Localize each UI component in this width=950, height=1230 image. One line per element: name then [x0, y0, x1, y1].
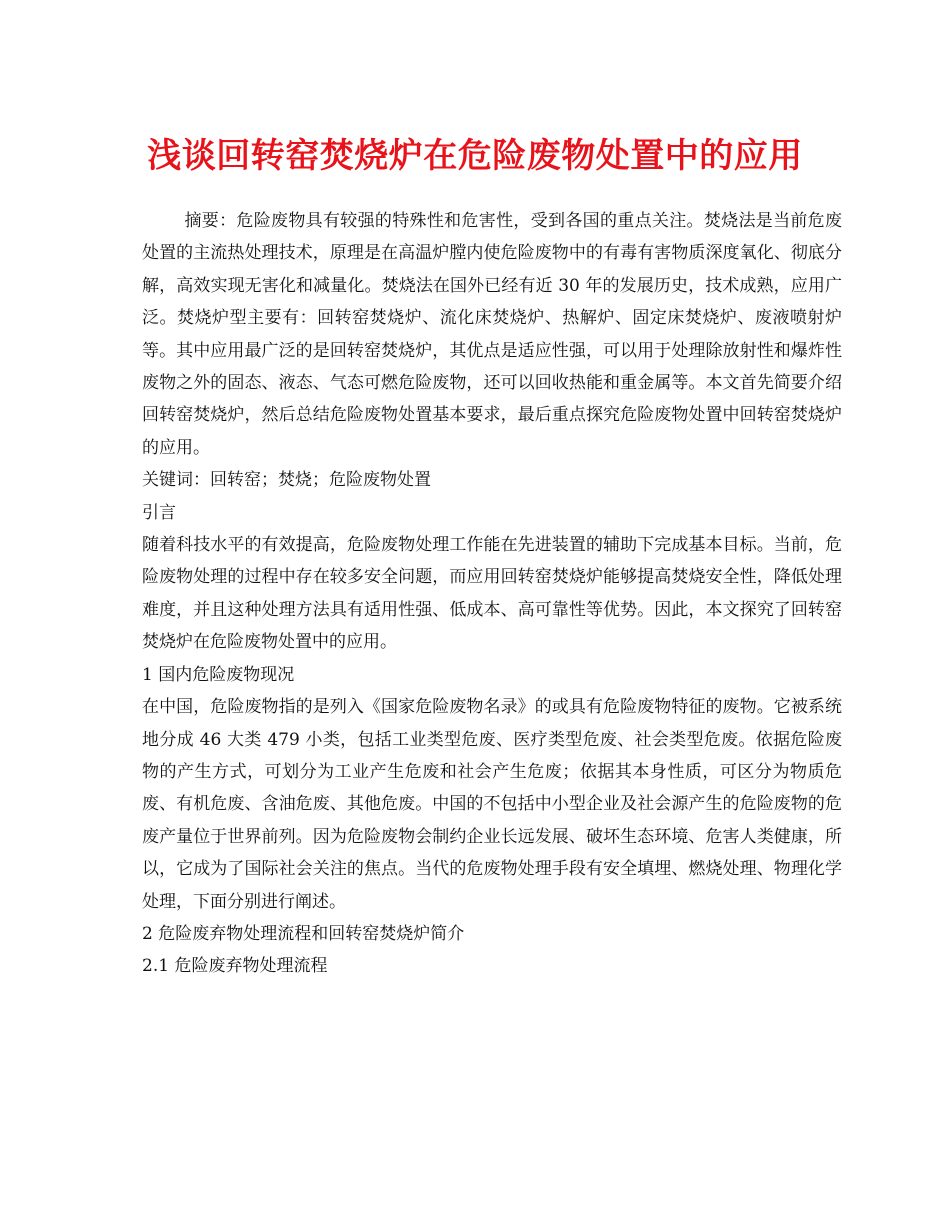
intro-heading: 引言 — [142, 502, 176, 523]
keywords-line: 关键词：回转窑；焚烧；危险废物处置 — [142, 470, 431, 491]
abstract-paragraph: 摘要：危险废物具有较强的特殊性和危害性，受到各国的重点关注。焚烧法是当前危废处置的主流热处理技术，原理是在高温炉膛内使危险废物中的有毒有害物质深度氧化、彻底分解，高效实现无害化和减量化。焚烧法在国外已经有近 30 年的发展历史，技术成熟，应用广泛。焚烧炉型主要有：回转窑焚烧炉、流化床焚烧炉、热解炉、固定床焚烧炉、废液喷射炉等。其中应用最广泛的是回转窑焚烧炉，其优点是适应性强，可以用于处理除放射性和爆炸性废物之外的固态、液态、气态可燃危险废物，还可以回收热能和重金属等。本文首先简要介绍回转窑焚烧炉，然后总结危险废物处置基本要求，最后重点探究危险废物处置中回转窑焚烧炉的应用。 — [142, 211, 842, 458]
section-2-heading: 2 危险废弃物处理流程和回转窑焚烧炉简介 — [142, 923, 465, 944]
document-title: 浅谈回转窑焚烧炉在危险废物处置中的应用 — [147, 136, 803, 176]
intro-paragraph: 随着科技水平的有效提高，危险废物处理工作能在先进装置的辅助下完成基本目标。当前，危险废物处理的过程中存在较多安全问题，而应用回转窑焚烧炉能够提高焚烧安全性，降低处理难度，并且这种处理方法具有适用性强、低成本、高可靠性等优势。因此，本文探究了回转窑焚烧炉在危险废物处置中的应用。 — [142, 535, 842, 653]
section-1-heading: 1 国内危险废物现况 — [142, 664, 295, 685]
section-2-1-heading: 2.1 危险废弃物处理流程 — [142, 956, 328, 977]
section-1-paragraph: 在中国，危险废物指的是列入《国家危险废物名录》的或具有危险废物特征的废物。它被系统地分成 46 大类 479 小类，包括工业类型危废、医疗类型危废、社会类型危废。依据危险废物的产生方式，可划分为工业产生危废和社会产生危废；依据其本身性质，可区分为物质危废、有机危废、含油危废、其他危废。中国的不包括中小型企业及社会源产生的危险废物的危废产量位于世界前列。因为危险废物会制约企业长远发展、破坏生态环境、危害人类健康，所以，它成为了国际社会关注的焦点。当代的危废物处理手段有安全填埋、燃烧处理、物理化学处理，下面分别进行阐述。 — [142, 697, 842, 912]
document-body — [142, 205, 842, 983]
